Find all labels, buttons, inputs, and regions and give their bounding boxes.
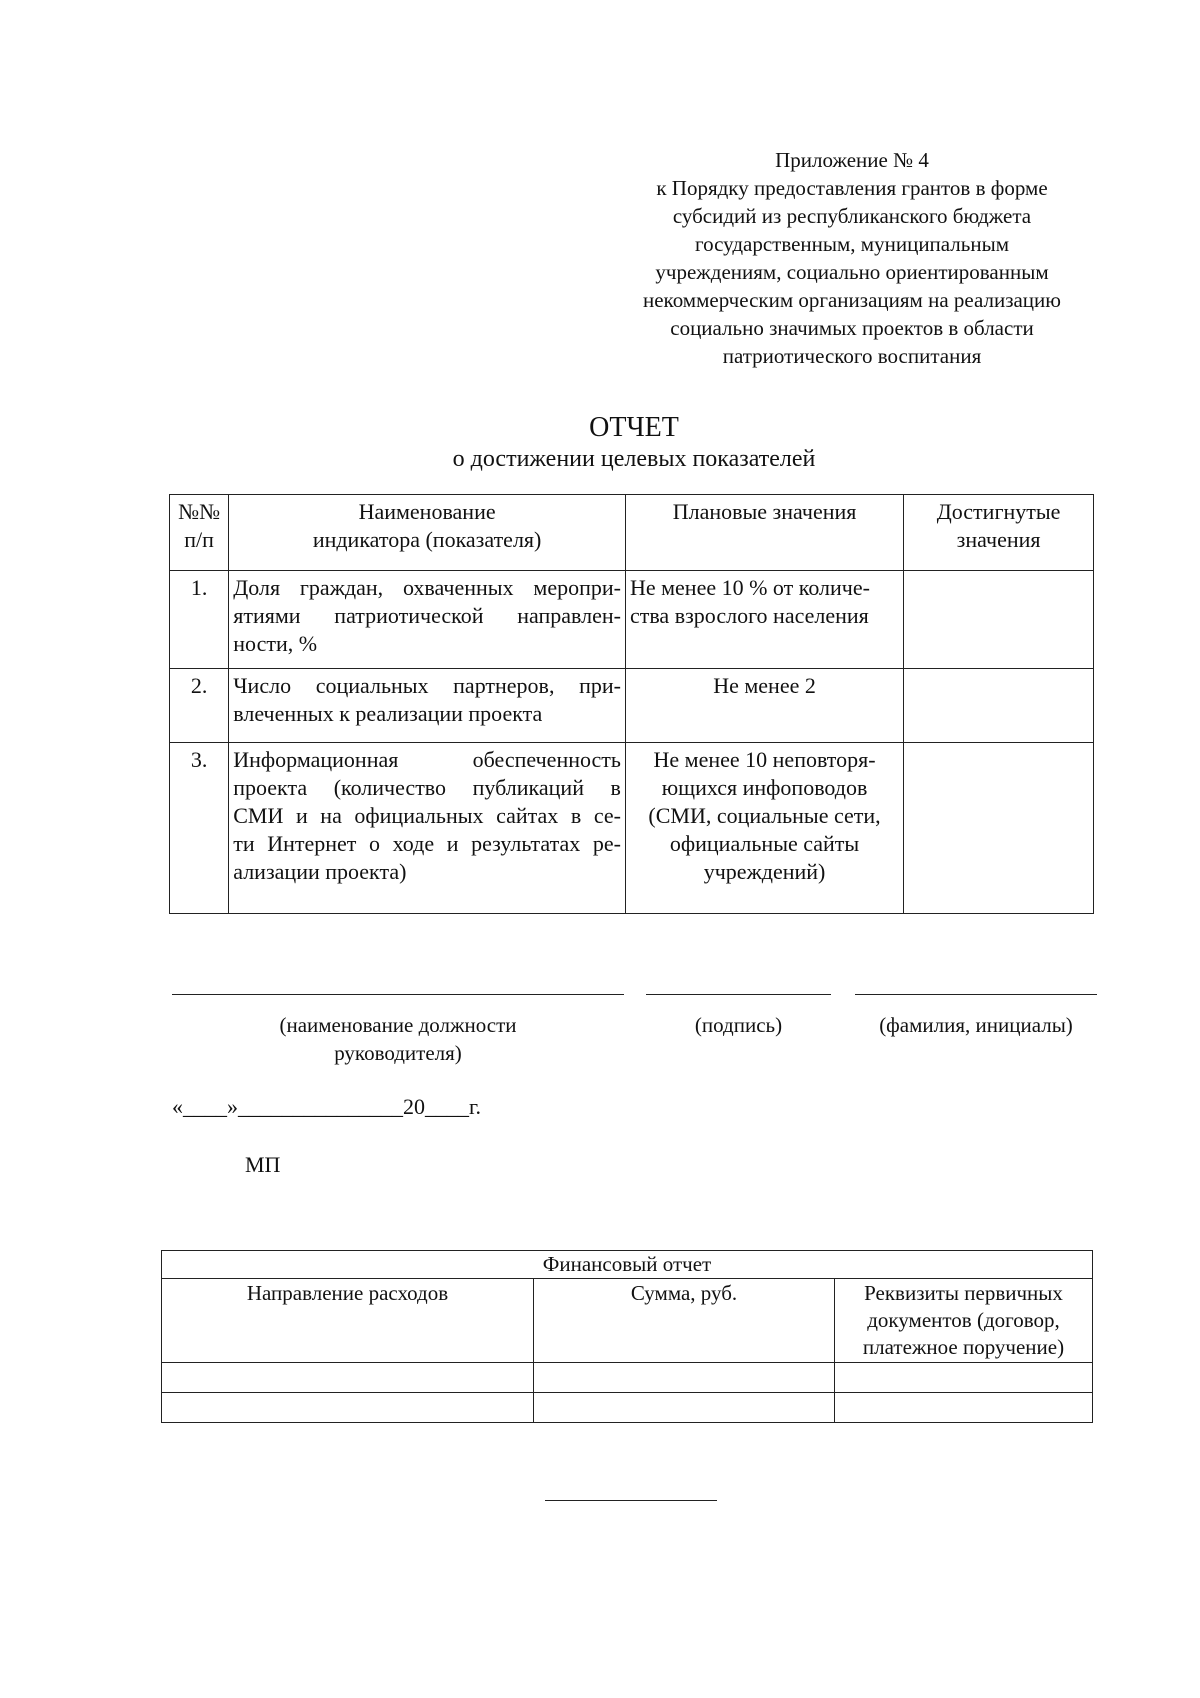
empty-cell[interactable]: [162, 1363, 534, 1393]
row-name-line: ти Интернет о ходе и результатах ре-: [233, 831, 621, 856]
report-title: ОТЧЕТ: [589, 412, 679, 443]
date-line[interactable]: «____»_______________20____г.: [172, 1094, 482, 1119]
row-name-line: ности, %: [233, 631, 318, 656]
appendix-line: Приложение № 4: [775, 148, 929, 172]
row-plan-line: Не менее 10 неповторя-: [653, 747, 876, 772]
table-row: [170, 571, 1094, 669]
signature-label: (подпись): [694, 1013, 783, 1037]
row-achieved[interactable]: [904, 743, 1094, 914]
header-achieved-line: значения: [956, 527, 1041, 552]
row-num: 1.: [170, 571, 229, 669]
header-docs: [835, 1279, 1093, 1363]
indicators-table: [169, 494, 1094, 914]
appendix-line: некоммерческим организациям на реализацию: [643, 288, 1061, 312]
appendix-header: [612, 146, 1092, 370]
row-name-line: проекта (количество публикаций в: [233, 775, 621, 800]
header-name-line: индикатора (показателя): [312, 527, 542, 552]
row-name-line: СМИ и на официальных сайтах в се-: [233, 803, 621, 828]
appendix-line: учреждениям, социально ориентированным: [655, 260, 1049, 284]
row-num: 2.: [170, 669, 229, 743]
row-name-line: Информационная обеспеченность: [233, 747, 621, 772]
stamp-place: МП: [245, 1152, 281, 1177]
header-num-line: №№: [178, 499, 221, 524]
position-label-line: руководителя): [334, 1041, 462, 1065]
row-plan-line: ющихся инфоповодов: [661, 775, 868, 800]
appendix-line: к Порядку предоставления грантов в форме: [656, 176, 1048, 200]
table-row: [170, 743, 1094, 914]
table-row: [162, 1363, 1093, 1393]
row-num: 3.: [170, 743, 229, 914]
financial-caption-row: [162, 1251, 1093, 1279]
header-plan: [625, 495, 903, 571]
header-direction: Направление расходов: [162, 1279, 534, 1363]
row-name-line: ятиями патриотической направлен-: [233, 603, 621, 628]
empty-cell[interactable]: [162, 1393, 534, 1423]
header-docs-line: Реквизиты первичных: [864, 1281, 1063, 1305]
header-num: [170, 495, 229, 571]
appendix-line: патриотического воспитания: [722, 344, 982, 368]
row-name: [229, 571, 626, 669]
row-plan-line: официальные сайты: [669, 831, 860, 856]
row-name-line: ализации проекта): [233, 859, 407, 884]
row-plan-line: (СМИ, социальные сети,: [648, 803, 881, 828]
name-label: (фамилия, инициалы): [879, 1013, 1073, 1037]
empty-cell[interactable]: [835, 1363, 1093, 1393]
header-plan-line: Плановые значения: [672, 499, 857, 524]
header-name: [229, 495, 626, 571]
empty-cell[interactable]: [835, 1393, 1093, 1423]
header-name-line: Наименование: [358, 499, 496, 524]
row-name-line: Число социальных партнеров, при-: [233, 673, 621, 698]
financial-caption: Финансовый отчет: [162, 1251, 1093, 1279]
row-achieved[interactable]: [904, 571, 1094, 669]
row-plan: [625, 571, 903, 669]
signature-line[interactable]: [646, 994, 831, 995]
financial-header-row: [162, 1279, 1093, 1363]
header-docs-line: платежное поручение): [862, 1335, 1065, 1359]
position-line[interactable]: [172, 994, 624, 995]
position-label-line: (наименование должности: [279, 1013, 517, 1037]
row-plan-line: Не менее 2: [713, 673, 816, 698]
row-plan-line: ства взрослого населения: [629, 603, 869, 628]
row-plan: [625, 743, 903, 914]
row-name-line: Доля граждан, охваченных меропри-: [233, 575, 621, 600]
header-docs-line: документов (договор,: [867, 1308, 1060, 1332]
header-achieved: [904, 495, 1094, 571]
report-subtitle: о достижении целевых показателей: [452, 446, 816, 472]
header-sum: Сумма, руб.: [534, 1279, 835, 1363]
header-num-line: п/п: [184, 527, 214, 552]
row-plan: [625, 669, 903, 743]
empty-cell[interactable]: [534, 1363, 835, 1393]
row-name-line: влеченных к реализации проекта: [233, 701, 543, 726]
empty-cell[interactable]: [534, 1393, 835, 1423]
name-line[interactable]: [855, 994, 1097, 995]
row-achieved[interactable]: [904, 669, 1094, 743]
row-name: [229, 669, 626, 743]
appendix-line: субсидий из республиканского бюджета: [672, 204, 1032, 228]
table-row: [162, 1393, 1093, 1423]
indicators-header-row: [170, 495, 1094, 571]
header-achieved-line: Достигнутые: [936, 499, 1061, 524]
row-plan-line: учреждений): [703, 859, 826, 884]
appendix-line: государственным, муниципальным: [694, 232, 1009, 256]
position-label: [172, 1011, 624, 1067]
row-plan-line: Не менее 10 % от количе-: [629, 575, 870, 600]
appendix-line: социально значимых проектов в области: [670, 316, 1034, 340]
table-row: [170, 669, 1094, 743]
row-name: [229, 743, 626, 914]
financial-table: [161, 1250, 1093, 1423]
end-divider: [545, 1500, 717, 1501]
